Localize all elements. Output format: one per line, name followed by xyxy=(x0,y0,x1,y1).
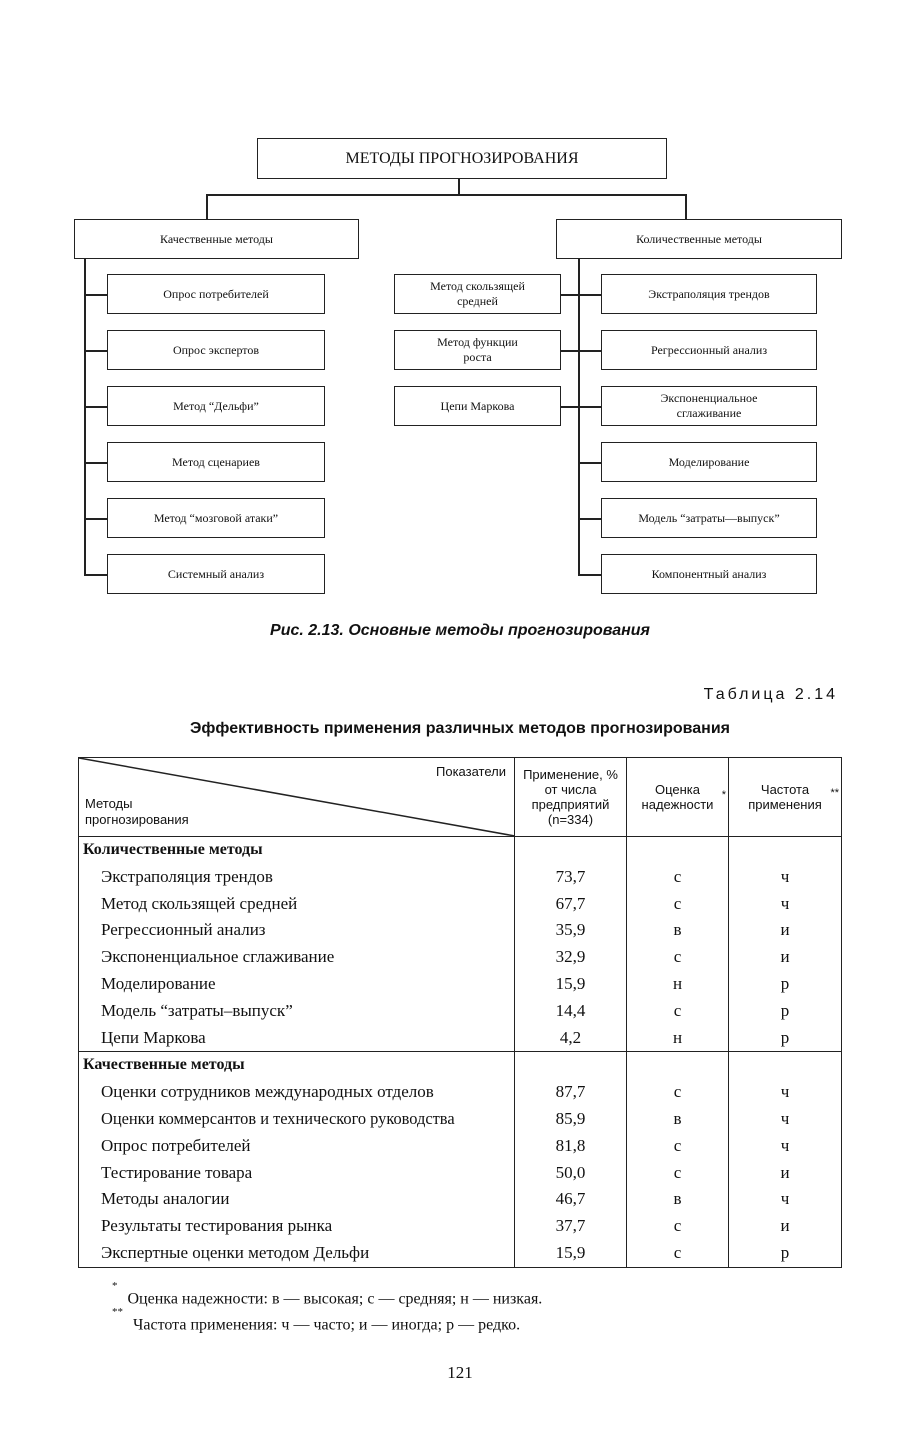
frequency-value: ч xyxy=(780,1189,790,1209)
connector xyxy=(560,406,602,408)
header-frequency xyxy=(729,758,841,836)
qualitative-methods-box xyxy=(74,219,359,259)
qualitative-item-label: Метод сценариев xyxy=(172,454,260,469)
frequency-value: и xyxy=(780,1216,790,1236)
table-row-method: Оценки сотрудников международных отделов xyxy=(101,1082,434,1102)
usage-value: 14,4 xyxy=(555,1000,586,1020)
connector xyxy=(578,518,602,520)
figure-caption: Рис. 2.13. Основные методы прогнозирования xyxy=(270,622,650,639)
connector xyxy=(84,518,108,520)
group-title: Качественные методы xyxy=(83,1056,245,1074)
middle-item-box xyxy=(394,386,561,426)
connector xyxy=(84,350,108,352)
table-row-method: Экспертные оценки методом Дельфи xyxy=(101,1242,370,1262)
header-reliability xyxy=(627,758,729,836)
middle-item-label: Цепи Маркова xyxy=(440,398,515,413)
table-row-method: Моделирование xyxy=(101,973,216,993)
connector xyxy=(206,194,686,196)
frequency-value: р xyxy=(780,973,790,993)
quantitative-item-box xyxy=(601,554,817,594)
table-row-method: Опрос потребителей xyxy=(101,1135,251,1155)
table-row-method: Модель “затраты–выпуск” xyxy=(101,1000,293,1020)
frequency-column xyxy=(729,1052,841,1266)
usage-value: 15,9 xyxy=(555,973,586,993)
qualitative-item-label: Метод “мозговой атаки” xyxy=(153,510,279,525)
qualitative-item-label: Системный анализ xyxy=(167,566,265,581)
table-title: Эффективность применения различных методов прогнозирования xyxy=(190,720,730,737)
connector xyxy=(560,350,602,352)
table-group-quantitative xyxy=(79,837,841,1051)
reliability-value: с xyxy=(673,1135,682,1155)
effectiveness-table xyxy=(78,757,842,1268)
table-row-method: Тестирование товара xyxy=(101,1162,253,1182)
connector xyxy=(578,462,602,464)
usage-column xyxy=(515,1052,627,1266)
header-usage-label: Применение, % от числа предприятий (n=334) xyxy=(523,767,618,827)
table-group-qualitative xyxy=(79,1051,841,1266)
connector xyxy=(84,406,108,408)
usage-value: 37,7 xyxy=(555,1216,586,1236)
usage-value: 46,7 xyxy=(555,1189,586,1209)
connector xyxy=(206,194,208,219)
qualitative-item-box xyxy=(107,554,325,594)
qualitative-item-box xyxy=(107,330,325,370)
reliability-value: в xyxy=(673,1189,682,1209)
quantitative-item-box xyxy=(601,330,817,370)
usage-value: 32,9 xyxy=(555,947,586,967)
table-row-method: Регрессионный анализ xyxy=(101,920,266,940)
quantitative-item-box xyxy=(601,274,817,314)
table-row-method: Экстраполяция трендов xyxy=(101,866,273,886)
usage-value: 4,2 xyxy=(559,1027,582,1047)
usage-value: 87,7 xyxy=(555,1082,586,1102)
method-column xyxy=(79,837,515,1051)
quantitative-item-box xyxy=(601,442,817,482)
quantitative-item-label: Экстраполяция трендов xyxy=(648,286,770,301)
usage-value: 73,7 xyxy=(555,866,586,886)
qualitative-item-box xyxy=(107,386,325,426)
qualitative-item-box xyxy=(107,498,325,538)
header-usage xyxy=(515,758,627,836)
quantitative-item-label: Модель “затраты—выпуск” xyxy=(638,510,780,525)
middle-item-label: Метод скользящей средней xyxy=(430,279,525,308)
quantitative-item-box xyxy=(601,386,817,426)
usage-value: 81,8 xyxy=(555,1135,586,1155)
header-reliability-label: Оценка надежности xyxy=(641,782,714,812)
connector xyxy=(458,179,460,194)
frequency-column xyxy=(729,837,841,1051)
frequency-value: и xyxy=(780,1162,790,1182)
frequency-value: и xyxy=(780,920,790,940)
reliability-value: в xyxy=(673,1108,682,1128)
footnote-mark: * xyxy=(721,789,726,801)
footnote-mark: ** xyxy=(112,1306,123,1318)
reliability-column xyxy=(627,1052,729,1266)
page-number: 121 xyxy=(447,1363,473,1382)
middle-item-box xyxy=(394,274,561,314)
reliability-value: с xyxy=(673,947,682,967)
qualitative-item-label: Опрос экспертов xyxy=(172,342,260,357)
quantitative-item-box xyxy=(601,498,817,538)
reliability-value: с xyxy=(673,1082,682,1102)
header-corner-cell xyxy=(79,758,515,836)
connector xyxy=(578,259,580,575)
reliability-value: с xyxy=(673,1216,682,1236)
footnote-reliability xyxy=(112,1280,543,1308)
connector xyxy=(84,259,86,575)
footnote-mark: * xyxy=(112,1280,118,1292)
group-title: Количественные методы xyxy=(83,841,263,858)
footnote-text: Оценка надежности: в — высокая; с — средняя; н — низкая. xyxy=(127,1290,543,1308)
usage-value: 85,9 xyxy=(555,1108,586,1128)
header-indicators-label: Показатели xyxy=(436,764,506,779)
table-row-method: Цепи Маркова xyxy=(101,1027,206,1047)
header-methods-line1: Методы xyxy=(85,796,133,811)
quantitative-methods-box xyxy=(556,219,842,259)
header-methods-label xyxy=(85,796,189,828)
usage-value: 67,7 xyxy=(555,893,586,913)
usage-value: 50,0 xyxy=(555,1162,586,1182)
frequency-value: ч xyxy=(780,893,790,913)
connector xyxy=(84,574,108,576)
usage-column xyxy=(515,837,627,1051)
qualitative-item-label: Опрос потребителей xyxy=(163,286,269,301)
table-row-method: Оценки коммерсантов и технического руководства xyxy=(101,1108,455,1128)
qualitative-item-box xyxy=(107,274,325,314)
table-row-method: Метод скользящей средней xyxy=(101,893,298,913)
qualitative-item-label: Метод “Дельфи” xyxy=(173,398,259,413)
frequency-value: ч xyxy=(780,1082,790,1102)
quantitative-item-label: Регрессионный анализ xyxy=(650,342,768,357)
connector xyxy=(84,462,108,464)
reliability-value: с xyxy=(673,1000,682,1020)
reliability-value: с xyxy=(673,893,682,913)
qualitative-item-box xyxy=(107,442,325,482)
table-row-method: Экспоненциальное сглаживание xyxy=(101,947,335,967)
frequency-value: ч xyxy=(780,866,790,886)
reliability-value: в xyxy=(673,920,682,940)
connector xyxy=(84,294,108,296)
usage-value: 15,9 xyxy=(555,1242,586,1262)
method-column xyxy=(79,1052,515,1266)
middle-item-box xyxy=(394,330,561,370)
table-row-method: Методы аналогии xyxy=(101,1189,230,1209)
reliability-value: с xyxy=(673,866,682,886)
qualitative-methods-label: Качественные методы xyxy=(160,231,273,246)
quantitative-methods-label: Количественные методы xyxy=(636,231,762,246)
connector xyxy=(560,294,602,296)
frequency-value: р xyxy=(780,1027,790,1047)
header-methods-line2: прогнозирования xyxy=(85,812,189,827)
table-number: Таблица 2.14 xyxy=(703,686,838,703)
table-header xyxy=(79,758,841,837)
frequency-value: ч xyxy=(780,1135,790,1155)
reliability-value: с xyxy=(673,1242,682,1262)
reliability-value: с xyxy=(673,1162,682,1182)
usage-value: 35,9 xyxy=(555,920,586,940)
diagram-root-box xyxy=(257,138,667,179)
header-frequency-label: Частота применения xyxy=(748,782,822,812)
quantitative-item-label: Компонентный анализ xyxy=(651,566,767,581)
diagram-root-label: МЕТОДЫ ПРОГНОЗИРОВАНИЯ xyxy=(345,150,579,167)
footnote-mark: ** xyxy=(830,787,839,799)
connector xyxy=(685,194,687,219)
quantitative-item-label: Моделирование xyxy=(668,454,750,469)
frequency-value: р xyxy=(780,1000,790,1020)
reliability-column xyxy=(627,837,729,1051)
frequency-value: р xyxy=(780,1242,790,1262)
quantitative-item-label: Экспоненциальное сглаживание xyxy=(660,391,758,420)
frequency-value: ч xyxy=(780,1108,790,1128)
table-row-method: Результаты тестирования рынка xyxy=(101,1216,333,1236)
reliability-value: н xyxy=(672,973,683,993)
connector xyxy=(578,574,602,576)
middle-item-label: Метод функции роста xyxy=(437,335,518,364)
frequency-value: и xyxy=(780,947,790,967)
footnote-text: Частота применения: ч — часто; и — иногда; р — редко. xyxy=(133,1316,521,1334)
footnote-frequency xyxy=(112,1306,521,1334)
reliability-value: н xyxy=(672,1027,683,1047)
